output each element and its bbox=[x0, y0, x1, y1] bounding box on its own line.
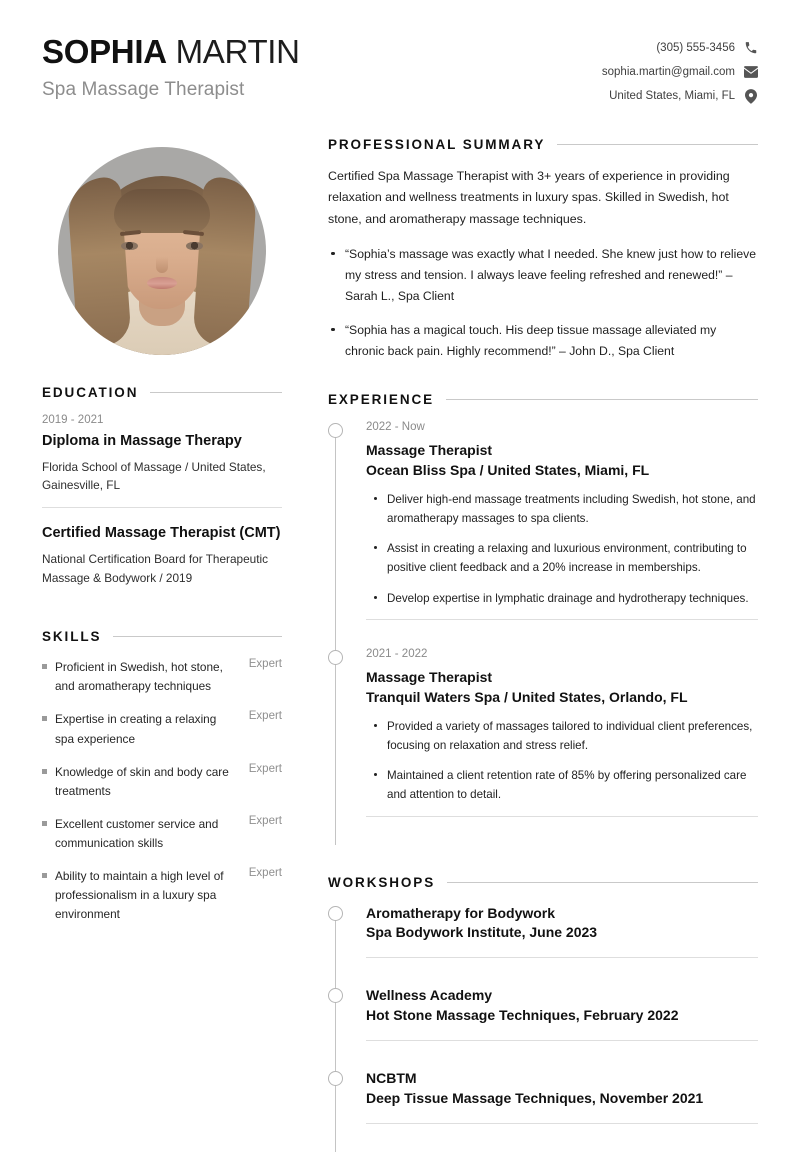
skill-level: Expert bbox=[248, 762, 282, 775]
skill-name: Expertise in creating a relaxing spa experience bbox=[55, 712, 217, 746]
education-title: Diploma in Massage Therapy bbox=[42, 433, 242, 449]
heading-rule bbox=[150, 392, 282, 393]
identity-block bbox=[42, 34, 300, 101]
experience-role: Massage Therapist bbox=[366, 441, 493, 458]
first-name: SOPHIA bbox=[42, 33, 167, 70]
skills-section bbox=[42, 629, 282, 924]
experience-bullet: Maintained a client retention rate of 85% by offering personalized care and attention to detail. bbox=[370, 766, 758, 804]
contact-block bbox=[602, 34, 758, 113]
contact-email[interactable] bbox=[602, 65, 758, 79]
entry-divider bbox=[366, 1040, 758, 1041]
workshops-timeline bbox=[328, 904, 758, 1152]
experience-timeline bbox=[328, 421, 758, 845]
skill-level: Expert bbox=[248, 814, 282, 827]
education-entry bbox=[42, 507, 282, 599]
heading-rule bbox=[113, 636, 282, 637]
square-bullet-icon bbox=[42, 769, 47, 774]
resume-body bbox=[42, 137, 758, 1152]
skill-item bbox=[42, 763, 282, 801]
workshop-title: Aromatherapy for Bodywork bbox=[366, 904, 556, 921]
workshop-entry bbox=[328, 986, 758, 1069]
experience-role: Massage Therapist bbox=[366, 668, 493, 685]
entry-divider bbox=[366, 957, 758, 958]
job-title: Spa Massage Therapist bbox=[42, 78, 245, 100]
timeline-dot-icon bbox=[328, 650, 343, 665]
right-column bbox=[328, 137, 758, 1152]
location-text: United States, Miami, FL bbox=[609, 90, 735, 102]
entry-divider bbox=[366, 816, 758, 817]
skills-heading bbox=[42, 629, 282, 644]
skill-item bbox=[42, 710, 282, 748]
phone-number: (305) 555-3456 bbox=[656, 42, 735, 54]
experience-entry bbox=[328, 421, 758, 648]
education-title: Certified Massage Therapist (CMT) bbox=[42, 525, 281, 542]
workshop-entry bbox=[328, 904, 758, 987]
experience-entry bbox=[328, 648, 758, 845]
summary-heading bbox=[328, 137, 758, 152]
resume-header bbox=[42, 34, 758, 119]
experience-bullet: Deliver high-end massage treatments including Swedish, hot stone, and aromatherapy massages to spa clients. bbox=[370, 490, 758, 528]
experience-bullets bbox=[370, 717, 758, 805]
contact-location[interactable] bbox=[602, 89, 758, 103]
entry-divider bbox=[366, 1123, 758, 1124]
experience-bullets bbox=[370, 490, 758, 608]
skill-item bbox=[42, 867, 282, 924]
experience-company: Tranquil Waters Spa / United States, Orlando, FL bbox=[366, 688, 688, 705]
summary-text: Certified Spa Massage Therapist with 3+ years of experience in providing relaxation and wellness treatments in luxury spas. Skilled in Swedish, hot stone, and aromatherapy massage techniques. bbox=[328, 169, 730, 226]
education-section bbox=[42, 385, 282, 599]
testimonial-list bbox=[328, 244, 758, 362]
square-bullet-icon bbox=[42, 821, 47, 826]
last-name: MARTIN bbox=[175, 33, 300, 70]
education-date: 2019 - 2021 bbox=[42, 414, 104, 426]
skill-name: Knowledge of skin and body care treatments bbox=[55, 764, 229, 798]
experience-section bbox=[328, 392, 758, 845]
workshop-detail: Deep Tissue Massage Techniques, November 2021 bbox=[366, 1089, 704, 1106]
entry-divider bbox=[366, 619, 758, 620]
heading-rule bbox=[447, 882, 758, 883]
skills-heading-text: SKILLS bbox=[42, 629, 102, 645]
workshop-title: Wellness Academy bbox=[366, 987, 493, 1004]
education-subtitle: Florida School of Massage / United States, Gainesville, FL bbox=[42, 459, 266, 493]
education-heading bbox=[42, 385, 282, 400]
experience-bullet: Provided a variety of massages tailored to individual client preferences, focusing on relaxation and stress relief. bbox=[370, 717, 758, 755]
left-column bbox=[42, 137, 282, 1152]
square-bullet-icon bbox=[42, 873, 47, 878]
skill-name: Proficient in Swedish, hot stone, and aromatherapy techniques bbox=[55, 660, 223, 694]
skill-item bbox=[42, 658, 282, 696]
experience-date: 2022 - Now bbox=[366, 420, 425, 433]
full-name bbox=[42, 34, 300, 71]
education-heading-text: EDUCATION bbox=[42, 385, 139, 400]
skill-name: Ability to maintain a high level of professionalism in a luxury spa environment bbox=[55, 869, 224, 922]
heading-rule bbox=[446, 399, 758, 400]
skill-level: Expert bbox=[248, 867, 282, 880]
contact-phone[interactable] bbox=[602, 41, 758, 55]
education-entry bbox=[42, 414, 282, 507]
timeline-dot-icon bbox=[328, 988, 343, 1003]
phone-icon bbox=[744, 41, 758, 55]
map-pin-icon bbox=[744, 89, 758, 103]
profile-photo-wrap bbox=[42, 143, 282, 355]
heading-rule bbox=[557, 144, 758, 145]
workshop-entry bbox=[328, 1069, 758, 1152]
experience-bullet: Develop expertise in lymphatic drainage and hydrotherapy techniques. bbox=[370, 589, 758, 608]
experience-bullet: Assist in creating a relaxing and luxurious environment, contributing to positive client feedback and a 20% increase in memberships. bbox=[370, 539, 758, 577]
square-bullet-icon bbox=[42, 716, 47, 721]
timeline-dot-icon bbox=[328, 1071, 343, 1086]
workshops-section bbox=[328, 875, 758, 1152]
experience-date: 2021 - 2022 bbox=[366, 647, 428, 660]
profile-photo bbox=[58, 147, 266, 355]
testimonial-item: “Sophia has a magical touch. His deep tissue massage alleviated my chronic back pain. Highly recommend!” – John D., Spa Client bbox=[328, 320, 758, 362]
envelope-icon bbox=[744, 65, 758, 79]
education-subtitle: National Certification Board for Therapeutic Massage & Bodywork / 2019 bbox=[42, 551, 269, 585]
workshops-heading bbox=[328, 875, 758, 890]
skill-level: Expert bbox=[248, 658, 282, 671]
workshop-title: NCBTM bbox=[366, 1070, 417, 1087]
timeline-dot-icon bbox=[328, 423, 343, 438]
experience-heading-text: EXPERIENCE bbox=[328, 391, 435, 407]
workshops-heading-text: WORKSHOPS bbox=[328, 874, 436, 890]
testimonial-item: “Sophia’s massage was exactly what I needed. She knew just how to relieve my stress and tension. I always leave feeling refreshed and renewed!” – Sarah L., Spa Client bbox=[328, 244, 758, 307]
email-address: sophia.martin@gmail.com bbox=[601, 66, 735, 78]
timeline-dot-icon bbox=[328, 906, 343, 921]
workshop-detail: Hot Stone Massage Techniques, February 2022 bbox=[366, 1007, 679, 1024]
experience-company: Ocean Bliss Spa / United States, Miami, FL bbox=[366, 461, 650, 478]
summary-section bbox=[328, 137, 758, 362]
skill-item bbox=[42, 815, 282, 853]
experience-heading bbox=[328, 392, 758, 407]
workshop-detail: Spa Bodywork Institute, June 2023 bbox=[366, 924, 598, 941]
skill-name: Excellent customer service and communication skills bbox=[55, 816, 219, 850]
square-bullet-icon bbox=[42, 664, 47, 669]
skill-level: Expert bbox=[248, 710, 282, 723]
summary-heading-text: PROFESSIONAL SUMMARY bbox=[328, 137, 546, 152]
